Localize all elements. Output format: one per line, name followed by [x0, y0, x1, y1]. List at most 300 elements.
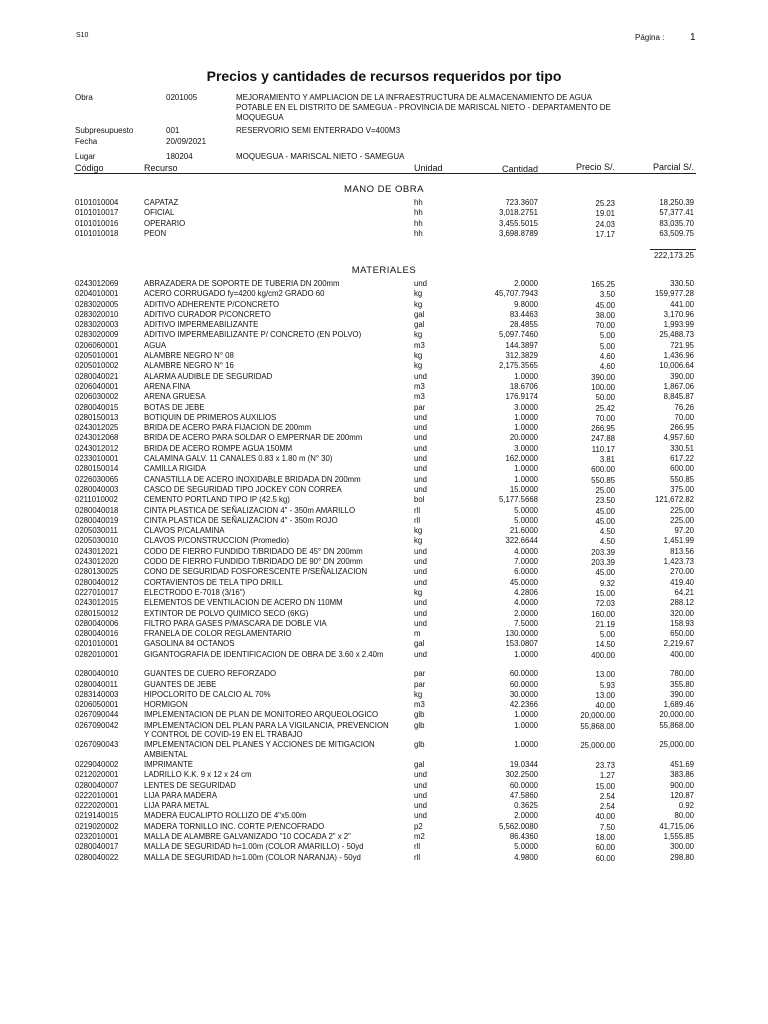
table-row	[0, 392, 768, 402]
resource-quantity: 2,175.3565	[498, 361, 538, 371]
resource-code: 0233010001	[75, 454, 119, 464]
resource-unit: und	[414, 279, 428, 288]
resource-quantity: 312.3829	[505, 351, 538, 361]
resource-unit: m	[414, 629, 421, 639]
resource-quantity: 3.0000	[514, 402, 538, 412]
resource-code: 0280130025	[75, 567, 119, 577]
resource-quantity: 153.0807	[505, 639, 538, 649]
resource-unit: kg	[414, 526, 423, 536]
resource-price: 7.50	[599, 822, 615, 832]
resource-price: 15.00	[595, 588, 615, 598]
resource-quantity: 1.0000	[514, 371, 538, 381]
resource-price: 5.00	[599, 331, 615, 341]
resource-code: 0206030002	[75, 392, 119, 402]
resource-price: 3.81	[599, 455, 615, 465]
resource-quantity: 1.0000	[514, 412, 538, 422]
resource-name: GIGANTOGRAFIA DE IDENTIFICACION DE OBRA DE 3.60 x 2.40m	[144, 649, 384, 659]
resource-name: ALAMBRE NEGRO N° 16	[144, 361, 234, 371]
resource-quantity: 2.0000	[514, 811, 538, 821]
resource-unit: und	[414, 433, 428, 443]
resource-unit: und	[414, 454, 428, 464]
resource-unit: m3	[414, 392, 425, 402]
resource-price: 13.00	[595, 670, 615, 680]
resource-unit: m2	[414, 832, 425, 842]
resource-partial: 70.00	[674, 412, 694, 422]
col-precio: Precio S/.	[575, 162, 615, 172]
resource-price: 25.00	[595, 485, 615, 495]
resource-quantity: 28.4855	[509, 320, 538, 330]
resource-quantity: 47.5860	[509, 790, 538, 800]
resource-quantity: 19.0344	[509, 759, 538, 769]
resource-code: 0205030011	[75, 526, 118, 536]
table-row	[0, 536, 768, 546]
table-row	[0, 300, 768, 310]
resource-price: 5.00	[599, 630, 615, 640]
obra-description: MEJORAMIENTO Y AMPLIACION DE LA INFRAESTRUCTURA DE ALMACENAMIENTO DE AGUA POTABLE EN EL DISTRITO DE SAMEGUA - PROVINCIA DE MARISCAL NIETO - DEPARTAMENTO DE MOQUEGUA	[236, 93, 611, 122]
table-row	[0, 279, 768, 289]
resource-quantity: 4.9800	[514, 852, 538, 862]
resource-unit: glb	[414, 710, 425, 720]
resource-price: 5.00	[599, 341, 615, 351]
table-row	[0, 842, 768, 852]
resource-unit: und	[414, 649, 428, 659]
table-row	[0, 791, 768, 801]
resource-partial: 0.92	[678, 801, 694, 811]
resource-code: 0226030065	[75, 474, 119, 484]
resource-price: 2.54	[599, 791, 615, 801]
resource-price: 45.00	[595, 516, 615, 526]
resource-partial: 20,000.00	[659, 710, 694, 720]
resource-partial: 390.00	[670, 371, 694, 381]
resource-partial: 1,423.73	[663, 557, 694, 567]
resource-partial: 390.00	[670, 689, 694, 699]
resource-partial: 1,993.99	[663, 320, 694, 330]
resource-code: 0243012068	[75, 433, 119, 443]
resource-code: 0243012025	[75, 423, 119, 433]
resource-partial: 900.00	[670, 780, 694, 790]
table-row	[0, 690, 768, 700]
resource-code: 0205010002	[75, 361, 119, 371]
page-number: 1	[690, 32, 696, 43]
col-unidad: Unidad	[414, 163, 443, 173]
resource-partial: 721.95	[670, 340, 694, 350]
resource-quantity: 0.3625	[514, 801, 538, 811]
resource-code: 0267090044	[75, 710, 119, 720]
resource-unit: par	[414, 402, 426, 412]
lugar-label: Lugar	[75, 152, 96, 161]
resource-unit: rll	[414, 852, 421, 862]
resource-unit: gal	[414, 320, 425, 330]
resource-unit: und	[414, 770, 428, 780]
resource-name: IMPLEMENTACION DEL PLAN PARA LA VIGILANCIA, PREVENCION Y CONTROL DE COVID-19 EN EL TRABAJO	[144, 720, 389, 740]
resource-code: 0280040007	[75, 780, 119, 790]
resource-partial: 225.00	[670, 515, 694, 525]
col-codigo: Código	[75, 163, 104, 173]
resource-quantity: 4.0000	[514, 598, 538, 608]
resource-price: 100.00	[591, 382, 615, 392]
subpresupuesto-description: RESERVORIO SEMI ENTERRADO V=400M3	[236, 126, 401, 135]
resource-price: 4.60	[599, 362, 615, 372]
resource-partial: 64.21	[674, 587, 694, 597]
resource-unit: gal	[414, 759, 425, 769]
resource-partial: 383.86	[670, 770, 694, 780]
resource-unit: kg	[414, 299, 423, 309]
resource-name: HIPOCLORITO DE CALCIO AL 70%	[144, 689, 271, 699]
subtotal-divider	[650, 249, 696, 250]
resource-name: LADRILLO K.K. 9 x 12 x 24 cm	[144, 770, 252, 780]
resource-price: 4.60	[599, 352, 615, 362]
resource-unit: gal	[414, 309, 425, 319]
resource-unit: und	[414, 464, 428, 474]
table-row	[0, 547, 768, 557]
resource-name: CAMILLA RIGIDA	[144, 464, 206, 474]
resource-code: 0211010002	[75, 495, 118, 505]
resource-code: 0283020010	[75, 309, 119, 319]
resource-quantity: 45,707.7943	[494, 289, 538, 299]
table-row	[0, 320, 768, 330]
resource-quantity: 3,455.5015	[498, 218, 538, 228]
resource-name: PEON	[144, 228, 167, 238]
table-row	[0, 578, 768, 588]
resource-price: 5.93	[599, 680, 615, 690]
table-row	[0, 680, 768, 690]
resource-partial: 375.00	[670, 484, 694, 494]
resource-quantity: 2.0000	[514, 279, 538, 288]
resource-name: ADITIVO CURADOR P/CONCRETO	[144, 309, 271, 319]
resource-unit: glb	[414, 740, 425, 750]
resource-quantity: 3,698.8789	[498, 228, 538, 238]
resource-name: ARENA FINA	[144, 381, 191, 391]
resource-code: 0267090043	[75, 740, 119, 750]
resource-code: 0205010001	[75, 351, 119, 361]
resource-name: ABRAZADERA DE SOPORTE DE TUBERIA DN 200mm	[144, 279, 340, 288]
resource-partial: 158.93	[670, 618, 694, 628]
table-row	[0, 341, 768, 351]
resource-partial: 80.00	[674, 811, 694, 821]
resource-quantity: 42.2366	[509, 700, 538, 710]
resource-quantity: 18.6706	[509, 381, 538, 391]
resource-price: 23.73	[595, 760, 615, 770]
resource-name: CANASTILLA DE ACERO INOXIDABLE BRIDADA DN 200mm	[144, 474, 361, 484]
section-title-mano-obra: MANO DE OBRA	[344, 184, 424, 195]
resource-name: FILTRO PARA GASES P/MASCARA DE DOBLE VIA	[144, 618, 327, 628]
resource-quantity: 5.0000	[514, 515, 538, 525]
table-row	[0, 403, 768, 413]
resource-price: 40.00	[595, 812, 615, 822]
resource-name: CORTAVIENTOS DE TELA TIPO DRILL	[144, 577, 283, 587]
resource-unit: und	[414, 443, 428, 453]
resource-quantity: 7.0000	[514, 557, 538, 567]
resource-price: 2.54	[599, 802, 615, 812]
resource-name: ADITIVO IMPERMEABILIZANTE	[144, 320, 259, 330]
resource-unit: par	[414, 679, 426, 689]
table-row	[0, 557, 768, 567]
resource-unit: und	[414, 371, 428, 381]
resource-name: ACERO CORRUGADO fy=4200 kg/cm2 GRADO 60	[144, 289, 325, 299]
resource-name: OPERARIO	[144, 218, 186, 228]
resource-name: BOTIQUIN DE PRIMEROS AUXILIOS	[144, 412, 277, 422]
resource-partial: 18,250.39	[659, 198, 694, 207]
table-row	[0, 464, 768, 474]
resource-unit: par	[414, 669, 426, 679]
resource-unit: und	[414, 474, 428, 484]
page-title: Precios y cantidades de recursos requeridos por tipo	[206, 68, 562, 84]
resource-partial: 1,451.99	[663, 536, 694, 546]
resource-name: AGUA	[144, 340, 167, 350]
resource-unit: und	[414, 790, 428, 800]
resource-code: 0283140003	[75, 689, 119, 699]
resource-quantity: 86.4360	[509, 832, 538, 842]
resource-partial: 76.26	[674, 402, 694, 412]
resource-code: 0280040012	[75, 577, 119, 587]
resource-name: CONO DE SEGURIDAD FOSFORESCENTE P/SEÑALIZACION	[144, 567, 368, 577]
resource-code: 0280040011	[75, 679, 118, 689]
resource-partial: 41,715.06	[659, 821, 694, 831]
resource-unit: und	[414, 412, 428, 422]
resource-quantity: 5,177.5668	[498, 495, 538, 505]
resource-code: 0280150014	[75, 464, 119, 474]
resource-price: 203.39	[591, 558, 615, 568]
resource-code: 0280040018	[75, 505, 119, 515]
resource-price: 1.27	[599, 771, 615, 781]
resource-name: CINTA PLASTICA DE SEÑALIZACION 4" - 350m ROJO	[144, 515, 338, 525]
resource-code: 0280040010	[75, 669, 119, 679]
resource-code: 0101010004	[75, 198, 119, 207]
resource-unit: kg	[414, 289, 423, 299]
resource-unit: und	[414, 598, 428, 608]
resource-price: 110.17	[591, 444, 615, 454]
resource-code: 0101010017	[75, 208, 119, 218]
resource-name: CALAMINA GALV. 11 CANALES 0.83 x 1.80 m (N° 30)	[144, 454, 333, 464]
resource-unit: und	[414, 423, 428, 433]
resource-price: 266.95	[591, 424, 615, 434]
resource-partial: 10,006.64	[659, 361, 694, 371]
col-parcial: Parcial S/.	[652, 162, 694, 172]
table-row	[0, 330, 768, 340]
resource-name: OFICIAL	[144, 208, 175, 218]
resource-partial: 270.00	[670, 567, 694, 577]
resource-code: 0101010016	[75, 218, 119, 228]
resource-price: 72.03	[595, 599, 615, 609]
resource-code: 0243012012	[75, 443, 119, 453]
resource-unit: und	[414, 557, 428, 567]
resource-price: 160.00	[591, 609, 615, 619]
resource-code: 0206040001	[75, 381, 119, 391]
table-row	[0, 740, 768, 760]
table-row	[0, 811, 768, 821]
resource-partial: 1,689.46	[663, 700, 694, 710]
resource-code: 0280040015	[75, 402, 119, 412]
resource-quantity: 176.9174	[505, 392, 538, 402]
resource-name: BOTAS DE JEBE	[144, 402, 205, 412]
resource-quantity: 21.6000	[509, 526, 538, 536]
col-recurso: Recurso	[144, 163, 178, 173]
resource-quantity: 20.0000	[509, 433, 538, 443]
resource-partial: 25,488.73	[659, 330, 694, 340]
resource-name: CASCO DE SEGURIDAD TIPO JOCKEY CON CORREA	[144, 484, 342, 494]
resource-price: 50.00	[595, 393, 615, 403]
resource-partial: 298.80	[670, 852, 694, 862]
resource-code: 0267090042	[75, 720, 119, 730]
lugar-code: 180204	[166, 152, 193, 161]
table-row	[0, 760, 768, 770]
resource-name: MALLA DE SEGURIDAD h=1.00m (COLOR NARANJA) - 50yd	[144, 852, 361, 862]
resource-price: 45.00	[595, 300, 615, 310]
resource-name: GUANTES DE JEBE	[144, 679, 217, 689]
resource-code: 0229040002	[75, 759, 119, 769]
resource-unit: und	[414, 577, 428, 587]
resource-partial: 25,000.00	[659, 740, 694, 750]
table-row	[0, 619, 768, 629]
resource-code: 0283020009	[75, 330, 119, 340]
table-row	[0, 629, 768, 639]
resource-price: 19.01	[595, 209, 615, 219]
table-row	[0, 444, 768, 454]
table-row	[0, 229, 768, 239]
resource-quantity: 162.0000	[505, 454, 538, 464]
resource-unit: rll	[414, 842, 421, 852]
resource-quantity: 60.0000	[509, 780, 538, 790]
resource-unit: gal	[414, 639, 425, 649]
resource-quantity: 9.8000	[514, 299, 538, 309]
resource-partial: 55,868.00	[659, 720, 694, 730]
table-row	[0, 475, 768, 485]
table-row	[0, 650, 768, 670]
resource-price: 4.50	[599, 527, 615, 537]
resource-name: CLAVOS P/CALAMINA	[144, 526, 225, 536]
resource-quantity: 30.0000	[509, 689, 538, 699]
resource-name: LENTES DE SEGURIDAD	[144, 780, 236, 790]
resource-code: 0280040021	[75, 371, 119, 381]
table-row	[0, 310, 768, 320]
resource-code: 0205030010	[75, 536, 119, 546]
resource-unit: hh	[414, 208, 423, 218]
resource-partial: 330.50	[670, 279, 694, 288]
resource-code: 0222020001	[75, 801, 119, 811]
table-row	[0, 372, 768, 382]
resource-price: 165.25	[591, 280, 615, 289]
table-row	[0, 454, 768, 464]
resource-unit: hh	[414, 218, 423, 228]
resource-unit: und	[414, 618, 428, 628]
resource-quantity: 5,562.0080	[498, 821, 538, 831]
resource-code: 0280040006	[75, 618, 119, 628]
resource-price: 25.23	[595, 199, 615, 208]
table-row	[0, 198, 768, 208]
table-row	[0, 433, 768, 443]
obra-label: Obra	[75, 93, 93, 102]
resource-unit: kg	[414, 689, 423, 699]
resource-code: 0280150012	[75, 608, 119, 618]
resource-name: ALAMBRE NEGRO N° 08	[144, 351, 234, 361]
table-row	[0, 516, 768, 526]
resource-price: 60.00	[595, 843, 615, 853]
resource-unit: und	[414, 811, 428, 821]
resource-name: CINTA PLASTICA DE SEÑALIZACION 4" - 350m AMARILLO	[144, 505, 356, 515]
table-row	[0, 289, 768, 299]
fecha-value: 20/09/2021	[166, 137, 207, 146]
resource-code: 0283020005	[75, 299, 119, 309]
resource-price: 17.17	[595, 229, 615, 239]
mano-obra-rows	[0, 198, 768, 239]
resource-quantity: 5,097.7460	[498, 330, 538, 340]
table-row	[0, 770, 768, 780]
table-row	[0, 639, 768, 649]
resource-partial: 288.12	[670, 598, 694, 608]
obra-code: 0201005	[166, 93, 198, 102]
resource-name: IMPLEMENTACION DE PLAN DE MONITOREO ARQUEOLOGICO	[144, 710, 379, 720]
resource-unit: bol	[414, 495, 425, 505]
table-row	[0, 413, 768, 423]
resource-code: 0222010001	[75, 790, 119, 800]
resource-partial: 1,867.06	[663, 381, 694, 391]
resource-code: 0227010017	[75, 587, 119, 597]
resource-partial: 451.69	[670, 759, 694, 769]
resource-quantity: 2.0000	[514, 608, 538, 618]
table-row	[0, 832, 768, 842]
resource-code: 0204010001	[75, 289, 119, 299]
resource-name: GASOLINA 84 OCTANOS	[144, 639, 235, 649]
page-label: Página :	[635, 33, 665, 42]
resource-quantity: 1.0000	[514, 474, 538, 484]
resource-unit: und	[414, 801, 428, 811]
resource-name: MALLA DE ALAMBRE GALVANIZADO "10 COCADA 2" x 2"	[144, 832, 351, 842]
table-row	[0, 567, 768, 577]
resource-unit: p2	[414, 821, 423, 831]
resource-code: 0201010001	[75, 639, 119, 649]
resource-price: 15.00	[595, 781, 615, 791]
resource-price: 38.00	[595, 310, 615, 320]
resource-partial: 813.56	[670, 546, 694, 556]
resource-partial: 4,957.60	[663, 433, 694, 443]
table-row	[0, 485, 768, 495]
resource-unit: und	[414, 780, 428, 790]
resource-quantity: 1.0000	[514, 423, 538, 433]
resource-quantity: 60.0000	[509, 679, 538, 689]
resource-quantity: 130.0000	[505, 629, 538, 639]
resource-partial: 120.87	[670, 790, 694, 800]
resource-partial: 320.00	[670, 608, 694, 618]
resource-price: 60.00	[595, 853, 615, 863]
resource-name: MALLA DE SEGURIDAD h=1.00m (COLOR AMARILLO) - 50yd	[144, 842, 364, 852]
table-row	[0, 219, 768, 229]
resource-quantity: 1.0000	[514, 710, 538, 720]
resource-quantity: 3,018.2751	[498, 208, 538, 218]
resource-name: IMPLEMENTACION DEL PLANES Y ACCIONES DE MITIGACION AMBIENTAL	[144, 740, 375, 759]
resource-quantity: 6.0000	[514, 567, 538, 577]
resource-partial: 400.00	[670, 649, 694, 659]
lugar-description: MOQUEGUA - MARISCAL NIETO - SAMEGUA	[236, 152, 405, 161]
table-row	[0, 609, 768, 619]
resource-partial: 1,555.85	[663, 832, 694, 842]
resource-price: 55,868.00	[580, 721, 615, 731]
resource-name: MADERA TORNILLO INC. CORTE P/ENCOFRADO	[144, 821, 325, 831]
resource-unit: m3	[414, 700, 425, 710]
resource-price: 20,000.00	[580, 711, 615, 721]
resource-name: BRIDA DE ACERO PARA FIJACION DE 200mm	[144, 423, 312, 433]
resource-name: CEMENTO PORTLAND TIPO IP (42.5 kg)	[144, 495, 290, 505]
resource-name: ADITIVO ADHERENTE P/CONCRETO	[144, 299, 280, 309]
resource-price: 45.00	[595, 506, 615, 516]
resource-code: 0219020002	[75, 821, 119, 831]
resource-partial: 1,436.96	[663, 351, 694, 361]
resource-name: IMPRIMANTE	[144, 759, 193, 769]
table-row	[0, 700, 768, 710]
resource-name: BRIDA DE ACERO PARA SOLDAR O EMPERNAR DE 200mm	[144, 433, 363, 443]
resource-partial: 650.00	[670, 629, 694, 639]
resource-name: ADITIVO IMPERMEABILIZANTE P/ CONCRETO (EN POLVO)	[144, 330, 362, 340]
resource-quantity: 7.5000	[514, 618, 538, 628]
